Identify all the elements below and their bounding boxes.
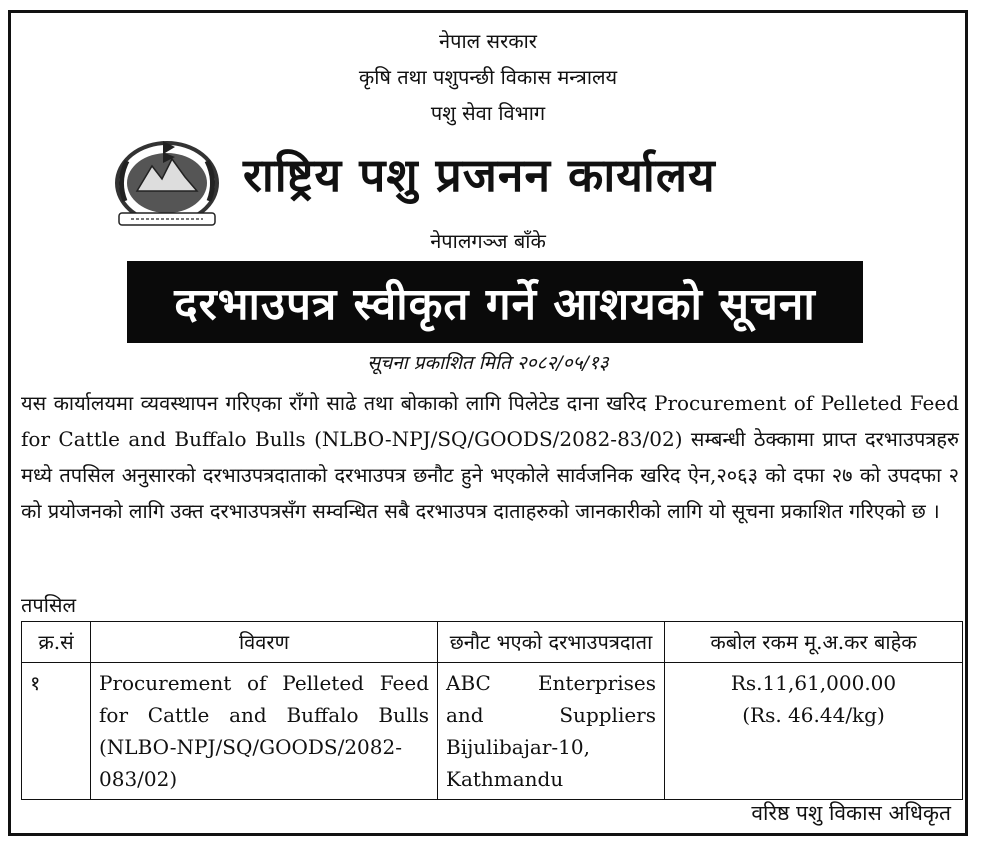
- notice-body: यस कार्यालयमा व्यवस्थापन गरिएका राँगो साढे तथा बोकाको लागि पिलेटेड दाना खरिद Procurement of Pelleted Feed for Cattle and Buffalo Bulls (NLBO-NPJ/SQ/GOODS/2082-83/02) सम्बन्धी ठेक्कामा प्राप्त दरभाउपत्रहरु मध्ये तपसिल अनुसारको दरभाउपत्रदाताको दरभाउपत्र छनौट हुने भएकोले सार्वजनिक खरिद ऐन,२०६३ को दफा २७ को उपदफा २ को प्रयोजनको लागि उक्त दरभाउपत्रसँग सम्वन्धित सबै दरभाउपत्र दाताहरुको जानकारीको लागि यो सूचना प्रकाशित गरिएको छ ।: [21, 391, 959, 523]
- row-rate: (Rs. 46.44/kg): [742, 703, 885, 727]
- office-title: राष्ट्रिय पशु प्रजनन कार्यालय: [243, 148, 716, 202]
- table-header-row: [22, 622, 963, 663]
- header-department: पशु सेवा विभाग: [430, 101, 546, 125]
- notice-frame: [8, 10, 968, 836]
- nepal-government-emblem-icon: [107, 131, 227, 231]
- table-row: [22, 663, 963, 800]
- row-amount: Rs.11,61,000.00: [730, 671, 897, 695]
- header-ministry: कृषि तथा पशुपन्छी विकास मन्त्रालय: [358, 65, 618, 89]
- signatory-title: वरिष्ठ पशु विकास अधिकृत: [751, 801, 951, 825]
- row-serial: १: [22, 663, 91, 800]
- row-bidder: ABC Enterprises and Suppliers Bijulibajar-10, Kathmandu: [438, 663, 665, 800]
- header-selected-bidder: छनौट भएको दरभाउपत्रदाता: [438, 622, 665, 663]
- row-description: Procurement of Pelleted Feed for Cattle and Buffalo Bulls (NLBO-NPJ/SQ/GOODS/2082-083/02): [91, 663, 438, 800]
- header-government: नेपाल सरकार: [439, 29, 537, 53]
- notice-title: दरभाउपत्र स्वीकृत गर्ने आशयको सूचना: [127, 261, 863, 343]
- schedule-label: तपसिल: [21, 593, 77, 617]
- office-city: नेपालगञ्ज बाँके: [430, 229, 546, 253]
- header-description: विवरण: [91, 622, 438, 663]
- row-amount-cell: [665, 663, 963, 800]
- publication-date: सूचना प्रकाशित मिति २०८२/०५/१३: [367, 352, 609, 374]
- header-serial: क्र.सं: [22, 622, 91, 663]
- schedule-table: [21, 621, 963, 800]
- header-quoted-amount: कबोल रकम मू.अ.कर बाहेक: [665, 622, 963, 663]
